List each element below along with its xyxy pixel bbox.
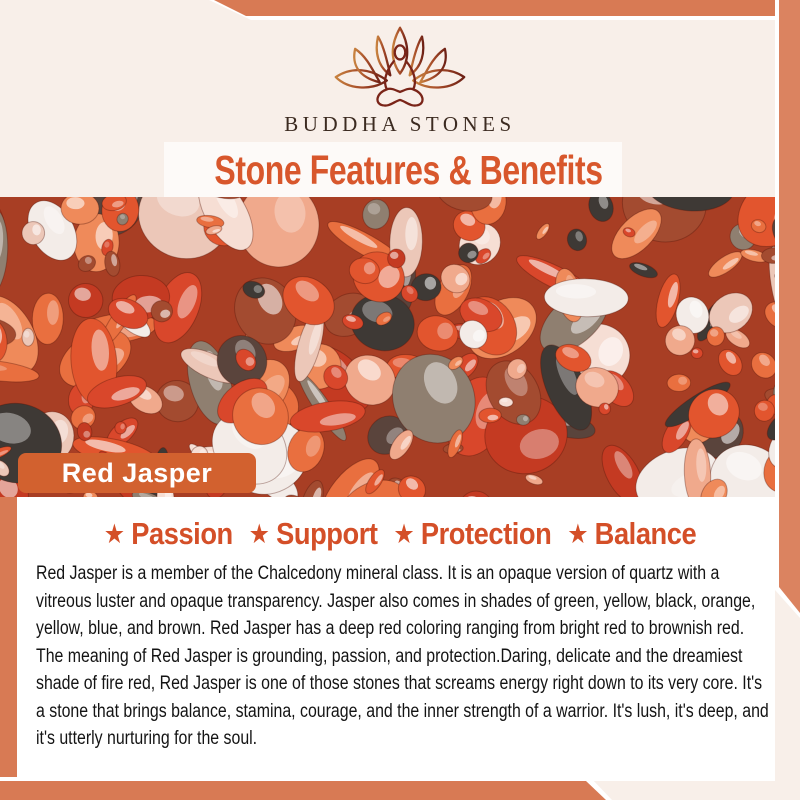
brand-name: BUDDHA STONES (284, 112, 516, 136)
feature-label: Passion (131, 516, 233, 551)
lotus-meditation-icon (315, 26, 485, 114)
feature-item (567, 514, 696, 554)
brand-logo (315, 26, 485, 114)
section-banner (164, 142, 622, 197)
section-title: Stone Features & Benefits (214, 147, 603, 193)
stone-name: Red Jasper (61, 458, 213, 488)
star-icon: ★ (393, 519, 415, 549)
feature-label: Protection (420, 516, 552, 551)
star-icon: ★ (567, 519, 589, 549)
feature-item (393, 514, 551, 554)
stones-photo-image (0, 197, 800, 497)
feature-item (104, 514, 233, 554)
stones-photo (0, 197, 800, 497)
stone-name-badge (18, 453, 256, 493)
frame-left-ribbon (0, 497, 17, 800)
frame-top-band (214, 0, 800, 16)
feature-label: Support (276, 516, 378, 551)
feature-item (249, 514, 378, 554)
star-icon: ★ (248, 519, 270, 549)
feature-label: Balance (594, 516, 697, 551)
features-row (48, 514, 752, 554)
frame-bottom-band (0, 781, 606, 800)
star-icon: ★ (103, 519, 126, 549)
description-text: Red Jasper is a member of the Chalcedony mineral class. It is an opaque version of quartz with a vitreous luster and opaque transparency. Jasper also comes in shades of green, yellow, black, orange, yellow, blue, and brown. Red Jasper has a deep red coloring ranging from bright red to brownish red. The meaning of Red Jasper is grounding, passion, and protection.Daring, delicate and the dreamiest shade of fire red, Red Jasper is one of those stones that screams energy right down to its very core. It's a stone that brings balance, stamina, courage, and the inner strength of a warrior. It's lush, it's deep, and it's utterly nurturing for the soul. (36, 563, 769, 749)
frame-top-band-edge (209, 0, 800, 20)
